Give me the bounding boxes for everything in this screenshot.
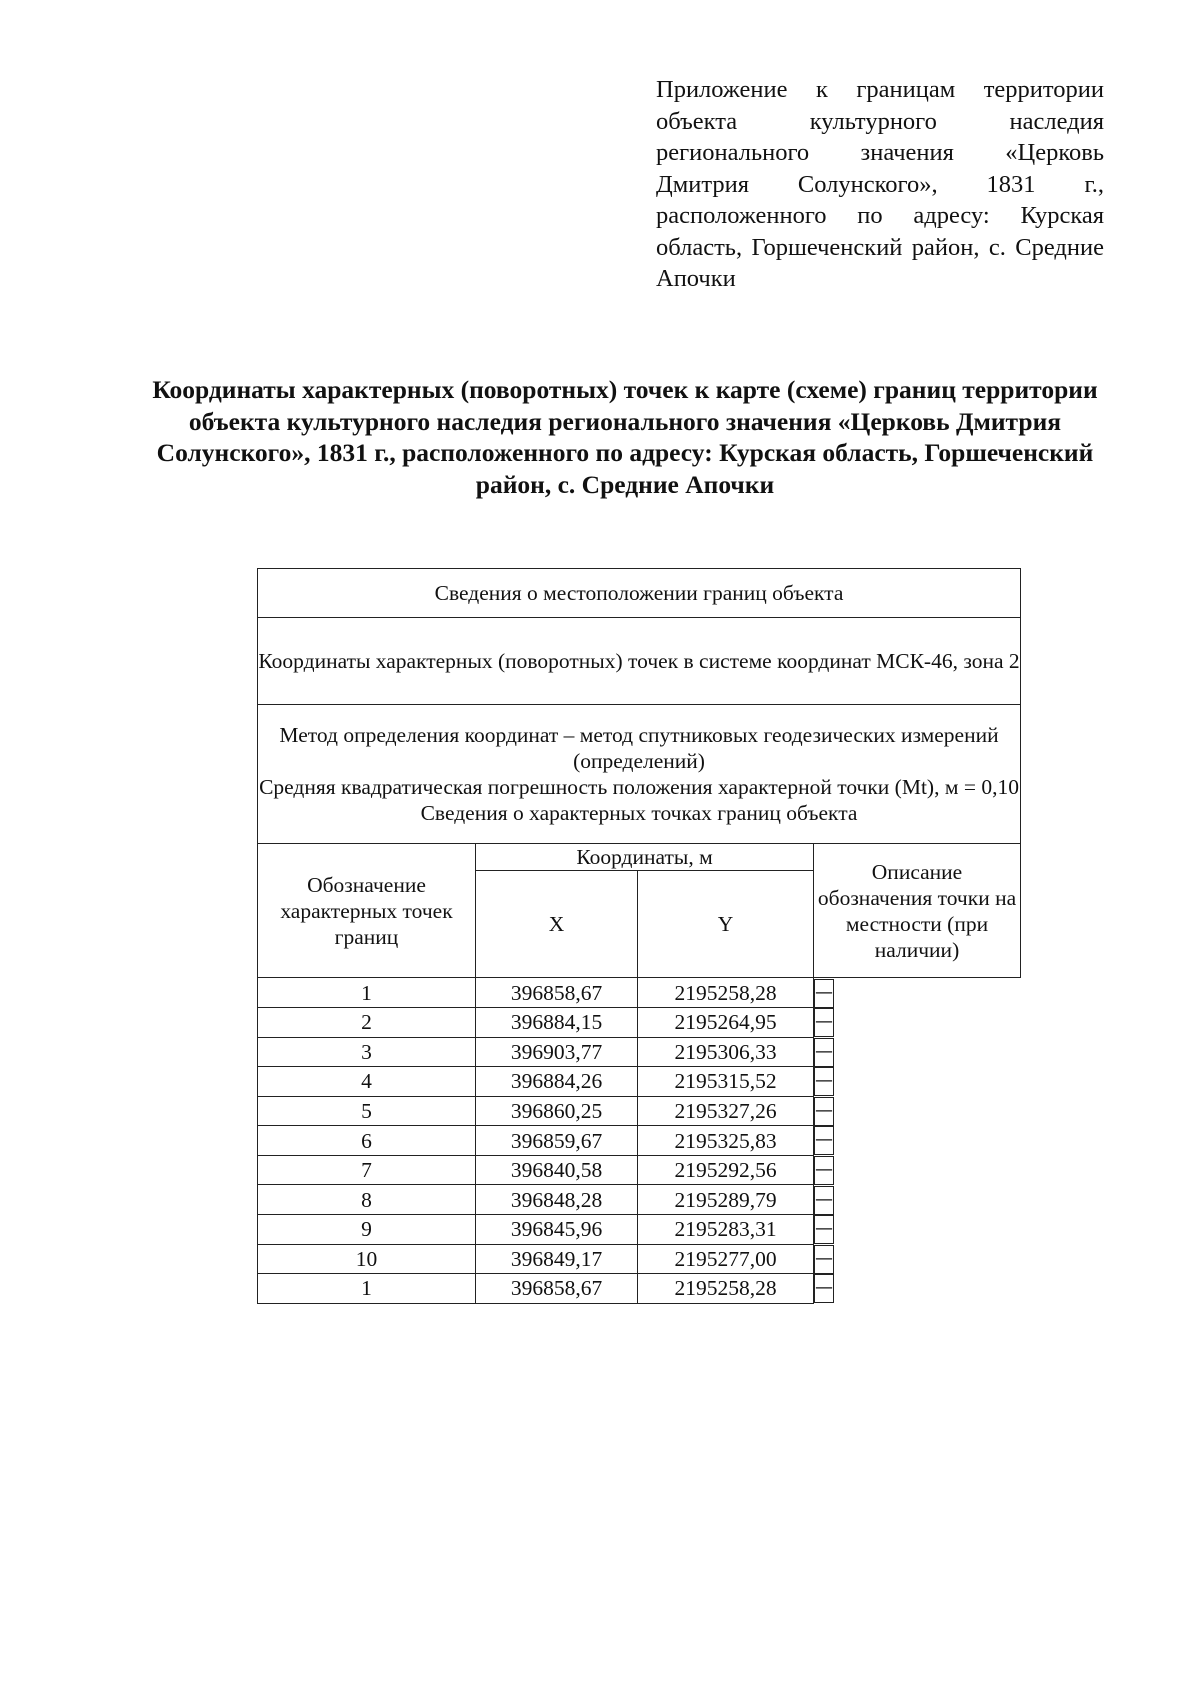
- description-cell: —: [814, 1008, 834, 1037]
- y-cell: 2195258,28: [638, 978, 814, 1008]
- coordinates-table: [257, 568, 1021, 1304]
- y-cell: 2195277,00: [638, 1244, 814, 1274]
- table-row: [258, 1274, 1021, 1304]
- table-row: [258, 1126, 1021, 1156]
- header-description: Описание обозначения точки на местности (при наличии): [814, 844, 1021, 978]
- x-cell: 396858,67: [476, 978, 638, 1008]
- table-row: [258, 1037, 1021, 1067]
- description-cell: —: [814, 1215, 834, 1244]
- header-x: X: [476, 871, 638, 978]
- point-cell: 10: [258, 1244, 476, 1274]
- table-row: [258, 1096, 1021, 1126]
- table-row: [258, 1215, 1021, 1245]
- y-cell: 2195289,79: [638, 1185, 814, 1215]
- point-cell: 1: [258, 1274, 476, 1304]
- table-row: [258, 1185, 1021, 1215]
- point-cell: 2: [258, 1008, 476, 1038]
- y-cell: 2195306,33: [638, 1037, 814, 1067]
- description-cell: —: [814, 1156, 834, 1185]
- description-cell: —: [814, 1097, 834, 1126]
- x-cell: 396884,15: [476, 1008, 638, 1038]
- method-text: Метод определения координат – метод спутниковых геодезических измерений (определений): [279, 723, 999, 773]
- table-row: [258, 1155, 1021, 1185]
- description-cell: —: [814, 1186, 834, 1215]
- x-cell: 396849,17: [476, 1244, 638, 1274]
- table-row: [258, 1067, 1021, 1097]
- x-cell: 396884,26: [476, 1067, 638, 1097]
- x-cell: 396840,58: [476, 1155, 638, 1185]
- point-cell: 5: [258, 1096, 476, 1126]
- points-title: Сведения о характерных точках границ объекта: [420, 801, 858, 825]
- x-cell: 396858,67: [476, 1274, 638, 1304]
- header-coordinates: Координаты, м: [476, 844, 814, 871]
- description-cell: —: [814, 1038, 834, 1067]
- point-cell: 3: [258, 1037, 476, 1067]
- x-cell: 396859,67: [476, 1126, 638, 1156]
- x-cell: 396903,77: [476, 1037, 638, 1067]
- y-cell: 2195264,95: [638, 1008, 814, 1038]
- table-row: [258, 1008, 1021, 1038]
- table-row: [258, 978, 1021, 1008]
- point-cell: 1: [258, 978, 476, 1008]
- y-cell: 2195258,28: [638, 1274, 814, 1304]
- description-cell: —: [814, 1067, 834, 1096]
- point-cell: 6: [258, 1126, 476, 1156]
- table-row: [258, 1244, 1021, 1274]
- description-cell: —: [814, 1245, 834, 1274]
- header-y: Y: [638, 871, 814, 978]
- header-designation: Обозначение характерных точек границ: [258, 844, 476, 978]
- point-cell: 8: [258, 1185, 476, 1215]
- point-cell: 9: [258, 1215, 476, 1245]
- method-info: [258, 705, 1021, 844]
- table-body: [258, 978, 1021, 1304]
- y-cell: 2195292,56: [638, 1155, 814, 1185]
- point-cell: 4: [258, 1067, 476, 1097]
- description-cell: —: [814, 1126, 834, 1155]
- section-title: Сведения о местоположении границ объекта: [258, 569, 1021, 618]
- document-title: Координаты характерных (поворотных) точек к карте (схеме) границ территории объекта культурного наследия регионального значения «Церковь Дмитрия Солунского», 1831 г., расположенного по адресу: Курская область, Горшеченский район, с. Средние Апочки: [152, 375, 1098, 499]
- x-cell: 396848,28: [476, 1185, 638, 1215]
- y-cell: 2195283,31: [638, 1215, 814, 1245]
- y-cell: 2195325,83: [638, 1126, 814, 1156]
- coord-system: Координаты характерных (поворотных) точек в системе координат МСК-46, зона 2: [258, 618, 1021, 705]
- accuracy-text: Средняя квадратическая погрешность положения характерной точки (Mt), м = 0,10: [259, 775, 1019, 799]
- y-cell: 2195327,26: [638, 1096, 814, 1126]
- y-cell: 2195315,52: [638, 1067, 814, 1097]
- description-cell: —: [814, 979, 834, 1008]
- appendix-note: Приложение к границам территории объекта культурного наследия регионального значения «Церковь Дмитрия Солунского», 1831 г., расположенного по адресу: Курская область, Горшеченский район, с. Средние Апочки: [656, 76, 1104, 292]
- x-cell: 396845,96: [476, 1215, 638, 1245]
- x-cell: 396860,25: [476, 1096, 638, 1126]
- point-cell: 7: [258, 1155, 476, 1185]
- description-cell: —: [814, 1274, 834, 1303]
